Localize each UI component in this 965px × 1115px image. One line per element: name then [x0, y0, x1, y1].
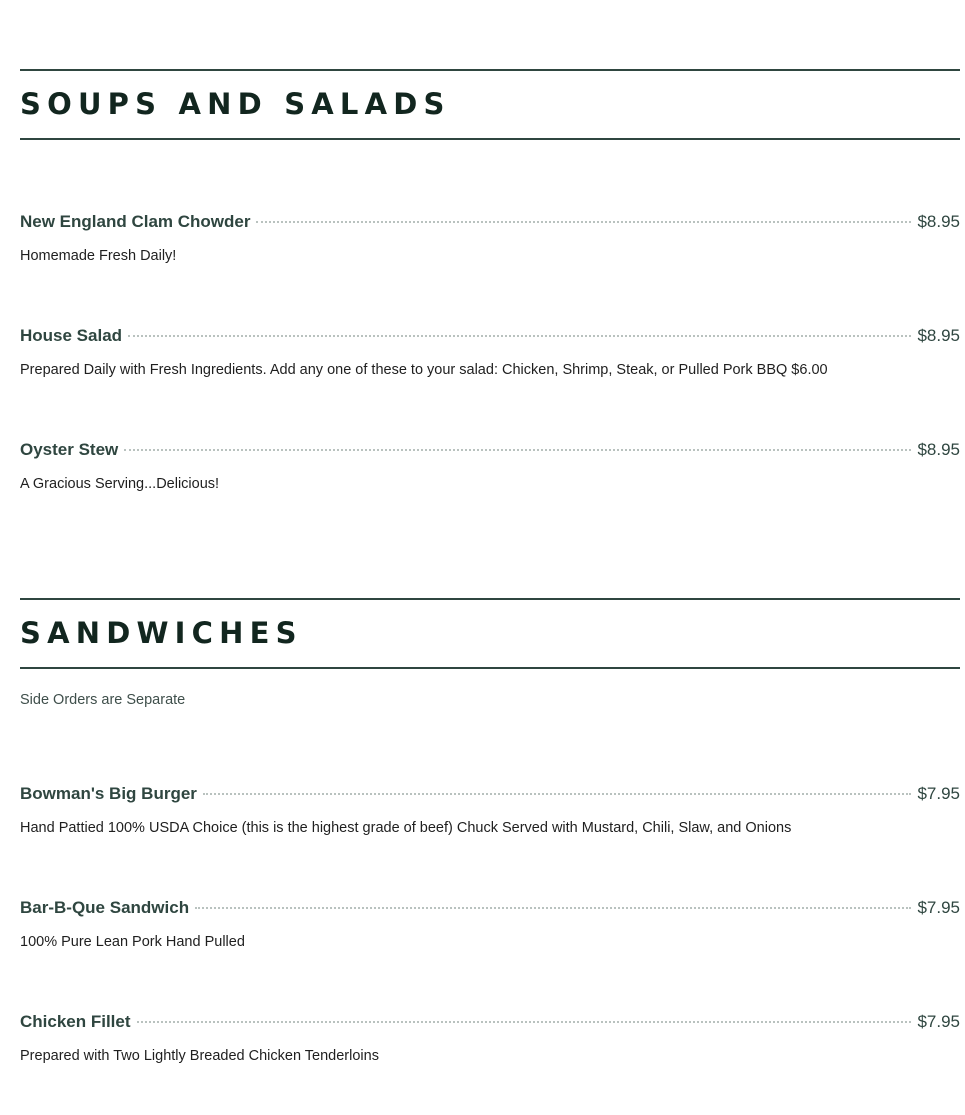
dot-leader: [203, 793, 912, 795]
item-name: House Salad: [20, 326, 123, 345]
menu-item: [20, 326, 960, 378]
item-price: $8.95: [917, 440, 960, 459]
item-description: A Gracious Serving...Delicious!: [20, 476, 220, 492]
menu-item: [20, 440, 960, 492]
section-note: Side Orders are Separate: [20, 692, 186, 708]
item-price: $7.95: [917, 898, 960, 917]
menu-item: [20, 784, 960, 836]
item-name: New England Clam Chowder: [20, 212, 251, 231]
item-description: Prepared Daily with Fresh Ingredients. Add any one of these to your salad: Chicken, Shrimp, Steak, or Pulled Pork BBQ $6.00: [20, 362, 828, 378]
section-title: SANDWICHES: [20, 616, 303, 650]
dot-leader: [256, 221, 911, 223]
section-header-sandwiches: [20, 598, 960, 669]
item-description: Prepared with Two Lightly Breaded Chicken Tenderloins: [20, 1048, 379, 1064]
item-name: Bar-B-Que Sandwich: [20, 898, 190, 917]
section-title: SOUPS AND SALADS: [20, 87, 451, 121]
dot-leader: [124, 449, 911, 451]
item-description: Hand Pattied 100% USDA Choice (this is the highest grade of beef) Chuck Served with Mustard, Chili, Slaw, and Onions: [20, 820, 792, 836]
item-name: Chicken Fillet: [20, 1012, 131, 1031]
item-price: $8.95: [917, 326, 960, 345]
item-description: 100% Pure Lean Pork Hand Pulled: [20, 934, 245, 950]
dot-leader: [137, 1021, 912, 1023]
item-price: $7.95: [917, 1012, 960, 1031]
dot-leader: [128, 335, 911, 337]
item-name: Bowman's Big Burger: [20, 784, 197, 803]
item-description: Homemade Fresh Daily!: [20, 248, 177, 264]
item-price: $7.95: [917, 784, 960, 803]
section-header-soups-and-salads: [20, 69, 960, 140]
item-name: Oyster Stew: [20, 440, 119, 459]
dot-leader: [195, 907, 911, 909]
menu-item: [20, 212, 960, 264]
item-price: $8.95: [917, 212, 960, 231]
menu-item: [20, 898, 960, 950]
menu-item: [20, 1012, 960, 1064]
